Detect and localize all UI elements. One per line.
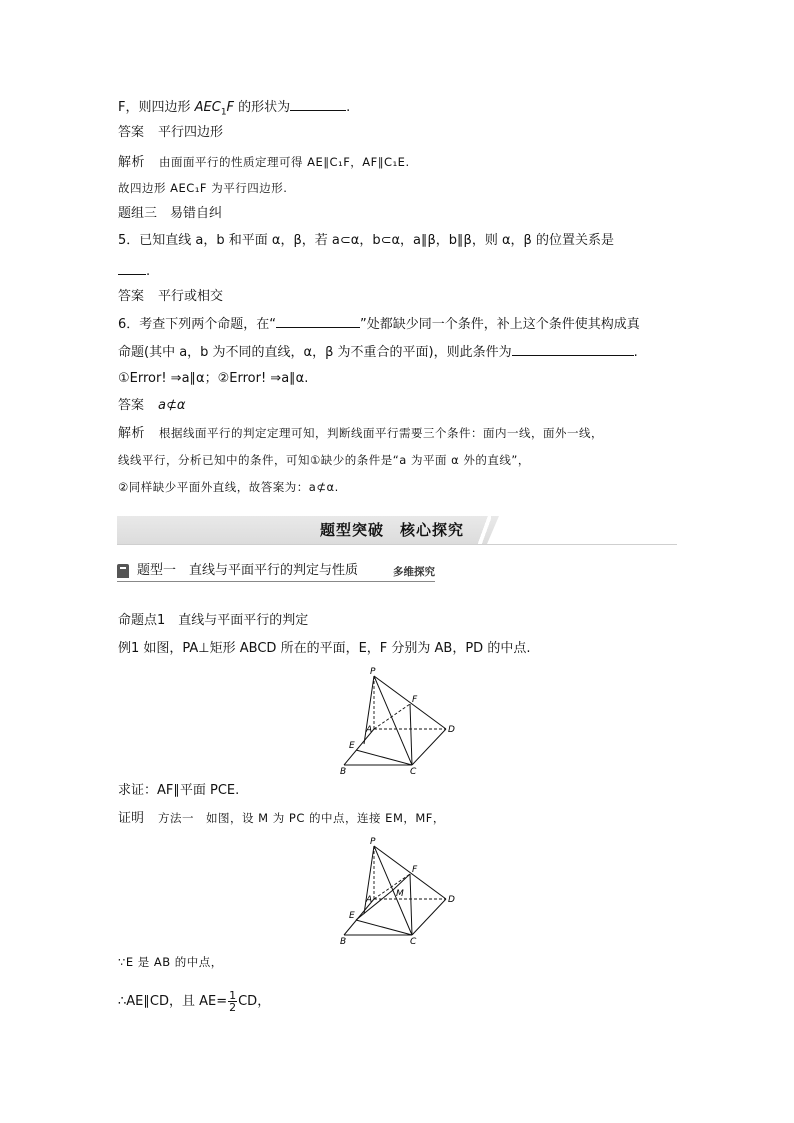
- because-text: ∵E 是 AB 的中点，: [118, 955, 223, 969]
- example-1: [118, 640, 530, 658]
- analysis-text: 线线平行，分析已知中的条件，可知①缺少的条件是“a 为平面 α 外的直线”，: [118, 453, 530, 467]
- section-title: 题型突破 核心探究: [320, 521, 465, 539]
- vertex-label: F: [412, 865, 418, 875]
- vertex-label: C: [410, 767, 417, 774]
- answer-text: 平行或相交: [158, 289, 224, 304]
- proposition-title: 命题点1 直线与平面平行的判定: [118, 613, 309, 628]
- answer-text: 平行四边形: [158, 125, 224, 140]
- analysis-text: 由面面平行的性质定理可得 AE∥C₁F，AF∥C₁E.: [159, 155, 410, 169]
- vertex-label: P: [370, 837, 376, 847]
- to-prove: [118, 782, 239, 800]
- divider: [117, 581, 435, 582]
- analysis-line-1: [118, 153, 410, 172]
- answer-line-2: [118, 288, 223, 306]
- type-heading: [117, 562, 435, 582]
- vertex-label: E: [349, 741, 355, 751]
- analysis-line-2b: [118, 451, 530, 469]
- therefore-text: CD，: [238, 994, 271, 1009]
- vertex-label: P: [370, 667, 376, 677]
- text: .: [146, 264, 151, 279]
- text: ①Error! ⇒a∥α；②Error! ⇒a∥α.: [118, 371, 309, 386]
- vertex-label: D: [448, 725, 455, 735]
- question-5-cont: [118, 261, 150, 281]
- vertex-label: M: [396, 889, 404, 899]
- analysis-line-2c: [118, 478, 339, 496]
- example-text: 例1 如图，PA⊥矩形 ABCD 所在的平面，E，F 分别为 AB，PD 的中点.: [118, 641, 531, 656]
- answer-blank: [290, 97, 346, 111]
- vertex-label: A: [366, 725, 373, 735]
- edge-EM: [356, 890, 393, 920]
- text: .: [633, 345, 638, 360]
- vertex-label: B: [340, 767, 347, 774]
- answer-label: 答案: [118, 125, 145, 140]
- answer-line-1: [118, 124, 223, 142]
- denominator: 2: [229, 1001, 237, 1014]
- edge-EC: [356, 750, 412, 765]
- vertex-label: D: [448, 895, 455, 905]
- vertex-label: C: [410, 937, 417, 944]
- text: 命题(其中 a，b 为不同的直线，α，β 为不重合的平面)，则此条件为: [118, 345, 512, 360]
- because-line: [118, 953, 223, 971]
- group-heading: [118, 205, 222, 223]
- therefore-text: ∴AE∥CD，且 AE=: [118, 994, 228, 1009]
- to-prove-text: 求证：AF∥平面 PCE.: [118, 783, 240, 798]
- text: 1: [220, 107, 227, 118]
- edge-FC: [410, 704, 412, 765]
- answer-blank: [118, 261, 146, 275]
- edge-FC: [410, 874, 412, 935]
- question-text: 5．已知直线 a，b 和平面 α，β，若 a⊂α，b⊂α，a∥β，b∥β，则 α，β 的位置关系是: [118, 233, 614, 248]
- answer-label: 答案: [118, 398, 145, 413]
- numerator: 1: [229, 989, 237, 1002]
- answer-label: 答案: [118, 289, 145, 304]
- edge-MF: [393, 874, 410, 890]
- analysis-text: ②同样缺少平面外直线，故答案为：a⊄α.: [118, 480, 339, 494]
- question-6-conditions: [118, 370, 308, 388]
- text: F，则四边形: [118, 100, 195, 115]
- proof-line: [118, 809, 445, 828]
- analysis-label: 解析: [118, 155, 146, 170]
- edge-CD: [412, 899, 446, 935]
- text: 的形状为: [234, 100, 291, 115]
- question-6: [118, 314, 640, 334]
- edge-CD: [412, 729, 446, 765]
- answer-blank: [276, 314, 360, 328]
- text: AEC: [194, 100, 221, 115]
- bookmark-icon: [117, 564, 129, 578]
- proposition-heading: [118, 612, 308, 630]
- edge-AF: [374, 704, 410, 729]
- vertex-label: F: [412, 695, 418, 705]
- type-subtitle: 多维探究: [393, 566, 435, 578]
- edge-AF: [374, 874, 410, 899]
- answer-line-3: [118, 397, 185, 415]
- analysis-line-2a: [118, 424, 603, 443]
- text: ”处都缺少同一个条件，补上这个条件使其构成真: [360, 317, 640, 332]
- pyramid-figure-1: [336, 664, 462, 774]
- group-title: 题组三 易错自纠: [118, 206, 223, 221]
- edge-EC: [356, 920, 412, 935]
- analysis-text: 根据线面平行的判定定理可知，判断线面平行需要三个条件：面内一线，面外一线，: [159, 426, 604, 440]
- pyramid-figure-2: [336, 834, 462, 944]
- answer-blank: [512, 342, 634, 356]
- analysis-line-1b: [118, 179, 287, 197]
- fraction: [228, 990, 237, 1013]
- edge-PC: [374, 676, 412, 765]
- analysis-text: 故四边形 AEC₁F 为平行四边形.: [118, 181, 288, 195]
- type-title: 题型一 直线与平面平行的判定与性质: [137, 563, 359, 578]
- question-6-cont: [118, 342, 638, 362]
- banner-tail-decoration: [487, 516, 677, 544]
- section-banner: [117, 516, 677, 545]
- text: F: [226, 100, 235, 115]
- text: 6．考查下列两个命题，在“: [118, 317, 277, 332]
- answer-text: a⊄α: [158, 398, 186, 413]
- vertex-label: B: [340, 937, 347, 944]
- text: .: [346, 100, 351, 115]
- proof-label: 证明: [118, 811, 145, 826]
- analysis-label: 解析: [118, 426, 146, 441]
- question-5: [118, 232, 614, 250]
- vertex-label: A: [366, 895, 373, 905]
- proof-text: 方法一 如图，设 M 为 PC 的中点，连接 EM，MF，: [158, 811, 445, 825]
- vertex-label: E: [349, 911, 355, 921]
- line-question4-end: [118, 97, 350, 122]
- therefore-line: [118, 990, 270, 1013]
